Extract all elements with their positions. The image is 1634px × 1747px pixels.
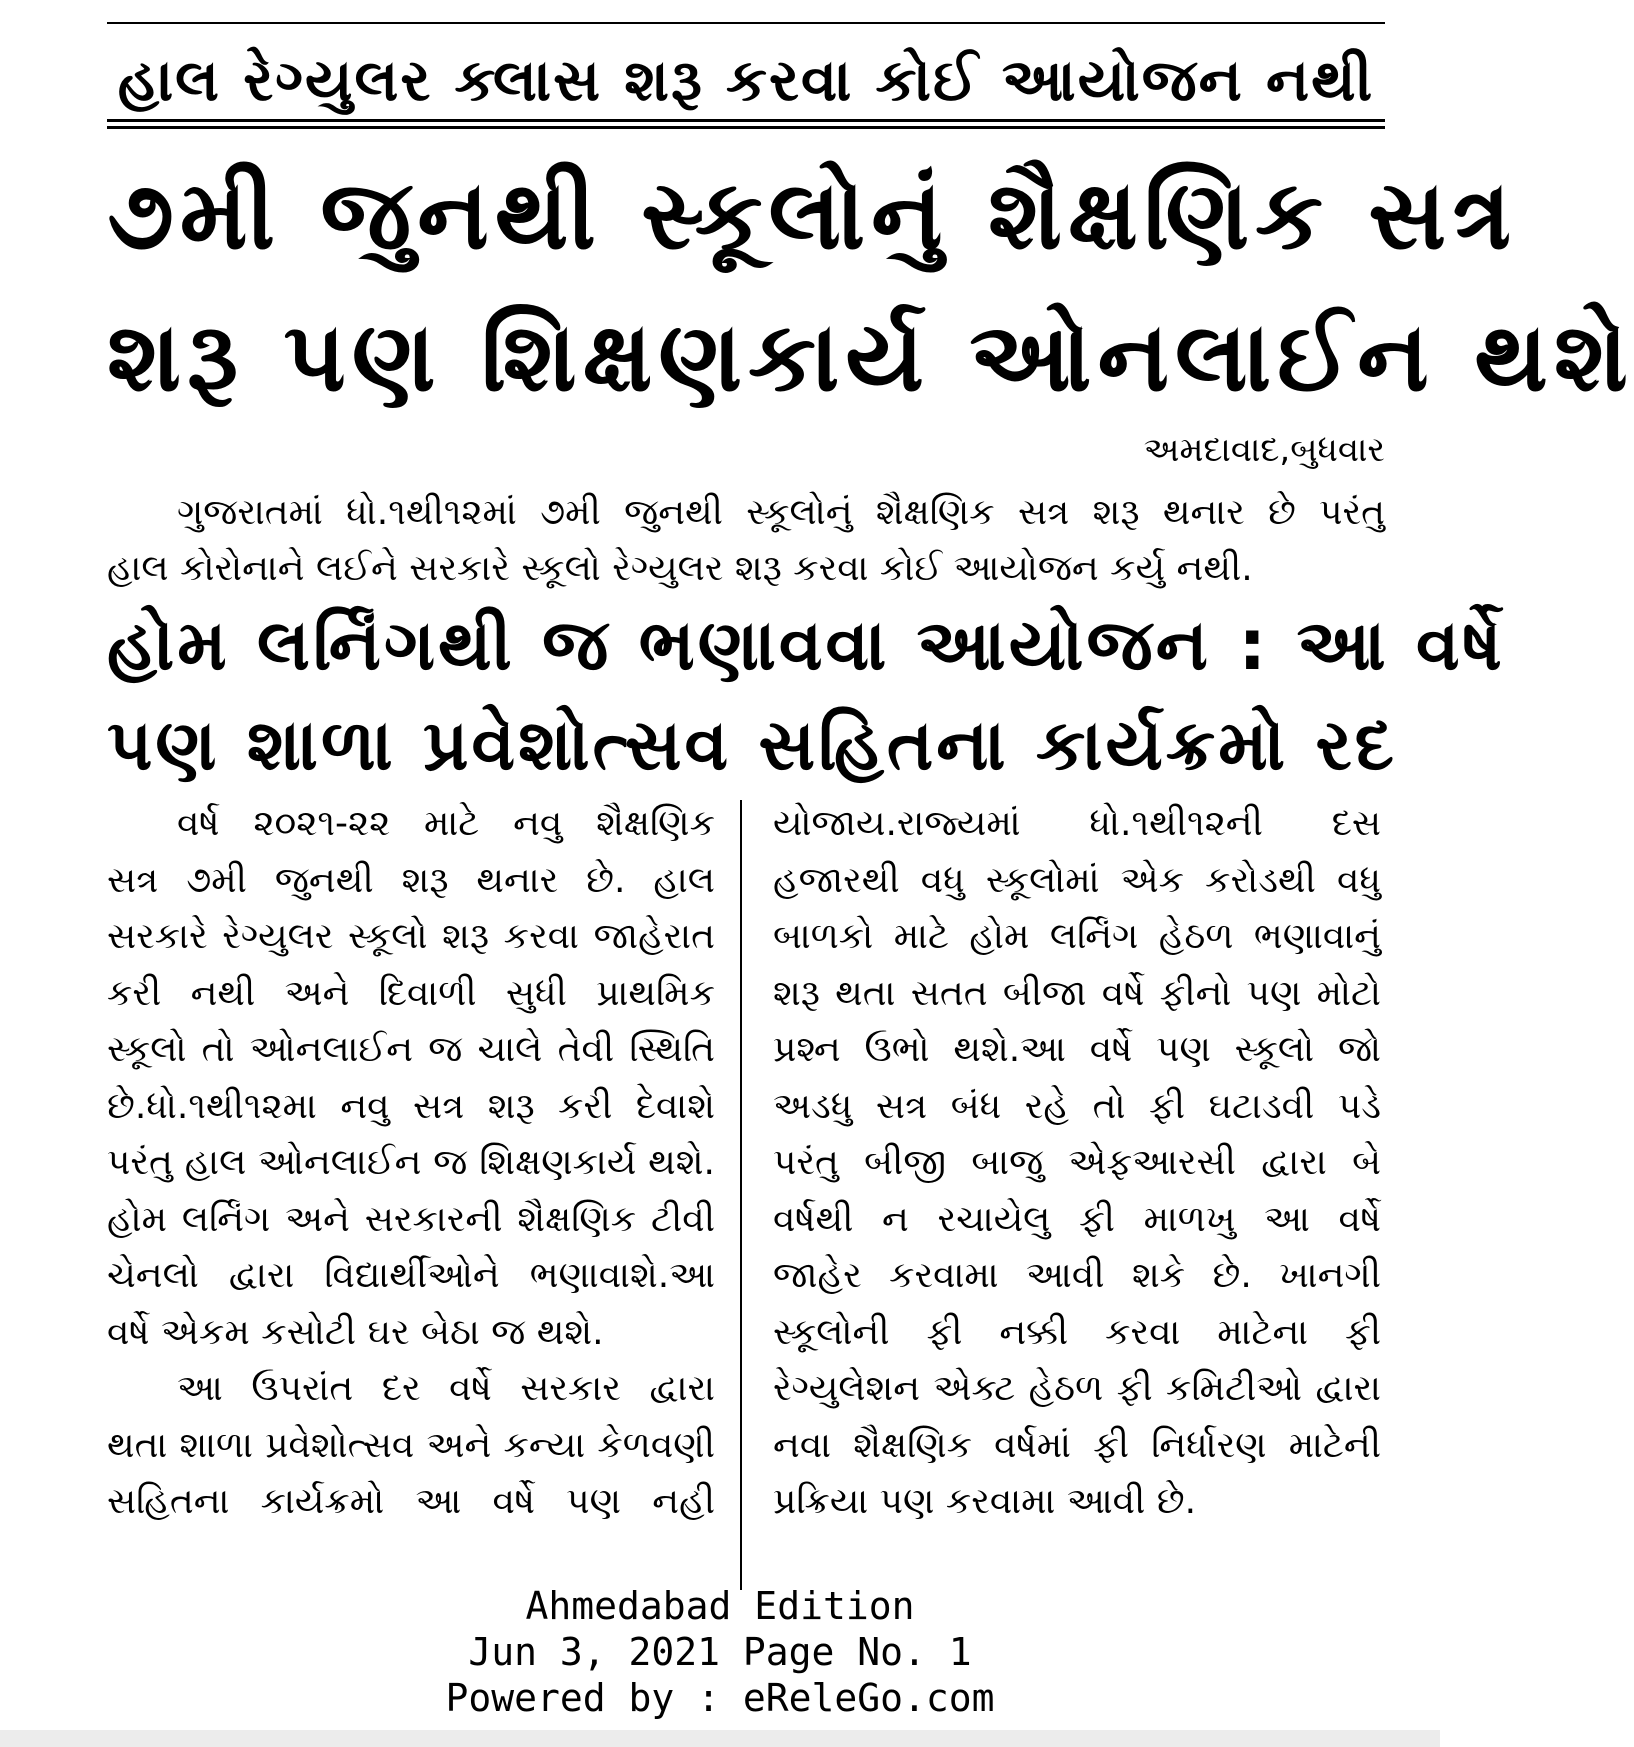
body-text-line: રેગ્યુલેશન એક્ટ હેઠળ ફી કમિટીઓ દ્વારા: [773, 1368, 1381, 1409]
main-headline-line-2: શરૂ પણ શિક્ષણકાર્ય ઓનલાઈન થશે: [107, 301, 1634, 413]
body-text-line: સરકારે રેગ્યુલર સ્કૂલો શરૂ કરવા જાહેરાત: [107, 916, 715, 957]
body-text-line: હોમ લર્નિંગ અને સરકારની શૈક્ષણિક ટીવી: [107, 1198, 715, 1240]
body-text-line: સ્કૂલોની ફી નક્કી કરવા માટેના ફી: [773, 1311, 1381, 1353]
edition-date-page: Jun 3, 2021 Page No. 1: [468, 1630, 972, 1674]
body-text-line: વર્ષે એકમ કસોટી ઘર બેઠા જ થશે.: [107, 1311, 604, 1353]
body-text-line: બાળકો માટે હોમ લર્નિંગ હેઠળ ભણાવાનું: [773, 916, 1381, 957]
body-text-line: વર્ષથી ન રચાયેલુ ફી માળખુ આ વર્ષે: [773, 1198, 1381, 1240]
top-rule: [107, 22, 1385, 24]
kicker-underline: [107, 119, 1385, 122]
body-text-line: સ્કૂલો તો ઓનલાઈન જ ચાલે તેવી સ્થિતિ: [107, 1029, 715, 1070]
body-text-line: કરી નથી અને દિવાળી સુધી પ્રાથમિક: [107, 972, 715, 1014]
body-text-line: વર્ષ ૨૦૨૧-૨૨ માટે નવુ શૈક્ષણિક: [177, 803, 715, 844]
body-text-line: પરંતુ બીજી બાજુ એફઆરસી દ્વારા બે: [773, 1142, 1381, 1183]
kicker-headline: હાલ રેગ્યુલર ક્લાસ શરૂ કરવા કોઈ આયોજન નથી: [117, 46, 1375, 114]
body-text-line: અડધુ સત્ર બંધ રહે તો ફી ઘટાડવી પડે: [773, 1085, 1381, 1127]
main-headline-line-1: ૭મી જુનથી સ્કૂલોનું શૈક્ષણિક સત્ર: [107, 159, 1518, 271]
kicker-underline-second: [107, 126, 1385, 129]
dateline: અમદાવાદ,બુધવાર: [1143, 430, 1385, 470]
body-text-line: પ્રક્રિયા પણ કરવામા આવી છે.: [773, 1481, 1197, 1522]
page-bottom-strip: [0, 1730, 1440, 1747]
body-text-line: જાહેર કરવામા આવી શકે છે. ખાનગી: [773, 1255, 1381, 1296]
subheadline-line-1: હોમ લર્નિંગથી જ ભણાવવા આયોજન : આ વર્ષે: [107, 604, 1505, 686]
body-text-line: પ્રશ્ન ઉભો થશે.આ વર્ષે પણ સ્કૂલો જો: [773, 1029, 1381, 1070]
body-text-line: થતા શાળા પ્રવેશોત્સવ અને કન્યા કેળવણી: [107, 1424, 715, 1466]
body-text-line: સત્ર ૭મી જુનથી શરૂ થનાર છે. હાલ: [107, 859, 715, 901]
powered-by-text: Powered by : eReleGo.com: [445, 1676, 995, 1720]
body-text-line: ચેનલો દ્વારા વિદ્યાર્થીઓને ભણાવાશે.આ: [107, 1255, 715, 1296]
left-column: [107, 796, 715, 1531]
column-divider: [740, 800, 742, 1590]
lead-paragraph-line-1: ગુજરાતમાં ધો.૧થી૧૨માં ૭મી જુનથી સ્કૂલોનું શૈક્ષણિક સત્ર શરૂ થનાર છે પરંતુ: [177, 492, 1385, 533]
right-column: [773, 796, 1381, 1531]
body-text-line: હજારથી વધુ સ્કૂલોમાં એક કરોડથી વધુ: [773, 859, 1381, 901]
body-text-line: પરંતુ હાલ ઓનલાઈન જ શિક્ષણકાર્ય થશે.: [107, 1142, 715, 1183]
subheadline-line-2: પણ શાળા પ્રવેશોત્સવ સહિતના કાર્યક્રમો રદ: [107, 704, 1397, 786]
edition-footer: [0, 1583, 1440, 1721]
body-text-line: નવા શૈક્ષણિક વર્ષમાં ફી નિર્ધારણ માટેની: [773, 1424, 1381, 1466]
body-text-line: છે.ધો.૧થી૧૨મા નવુ સત્ર શરૂ કરી દેવાશે: [107, 1085, 715, 1127]
edition-name: Ahmedabad Edition: [525, 1584, 915, 1628]
body-text-line: યોજાય.રાજ્યમાં ધો.૧થી૧૨ની દસ: [773, 803, 1381, 844]
body-text-line: સહિતના કાર્યક્રમો આ વર્ષે પણ નહી: [107, 1481, 715, 1522]
body-text-line: શરૂ થતા સતત બીજા વર્ષે ફીનો પણ મોટો: [773, 972, 1381, 1014]
lead-paragraph-line-2: હાલ કોરોનાને લઈને સરકારે સ્કૂલો રેગ્યુલર શરૂ કરવા કોઈ આયોજન કર્યુ નથી.: [107, 548, 1253, 589]
body-text-line: આ ઉપરાંત દર વર્ષે સરકાર દ્વારા: [177, 1368, 715, 1409]
